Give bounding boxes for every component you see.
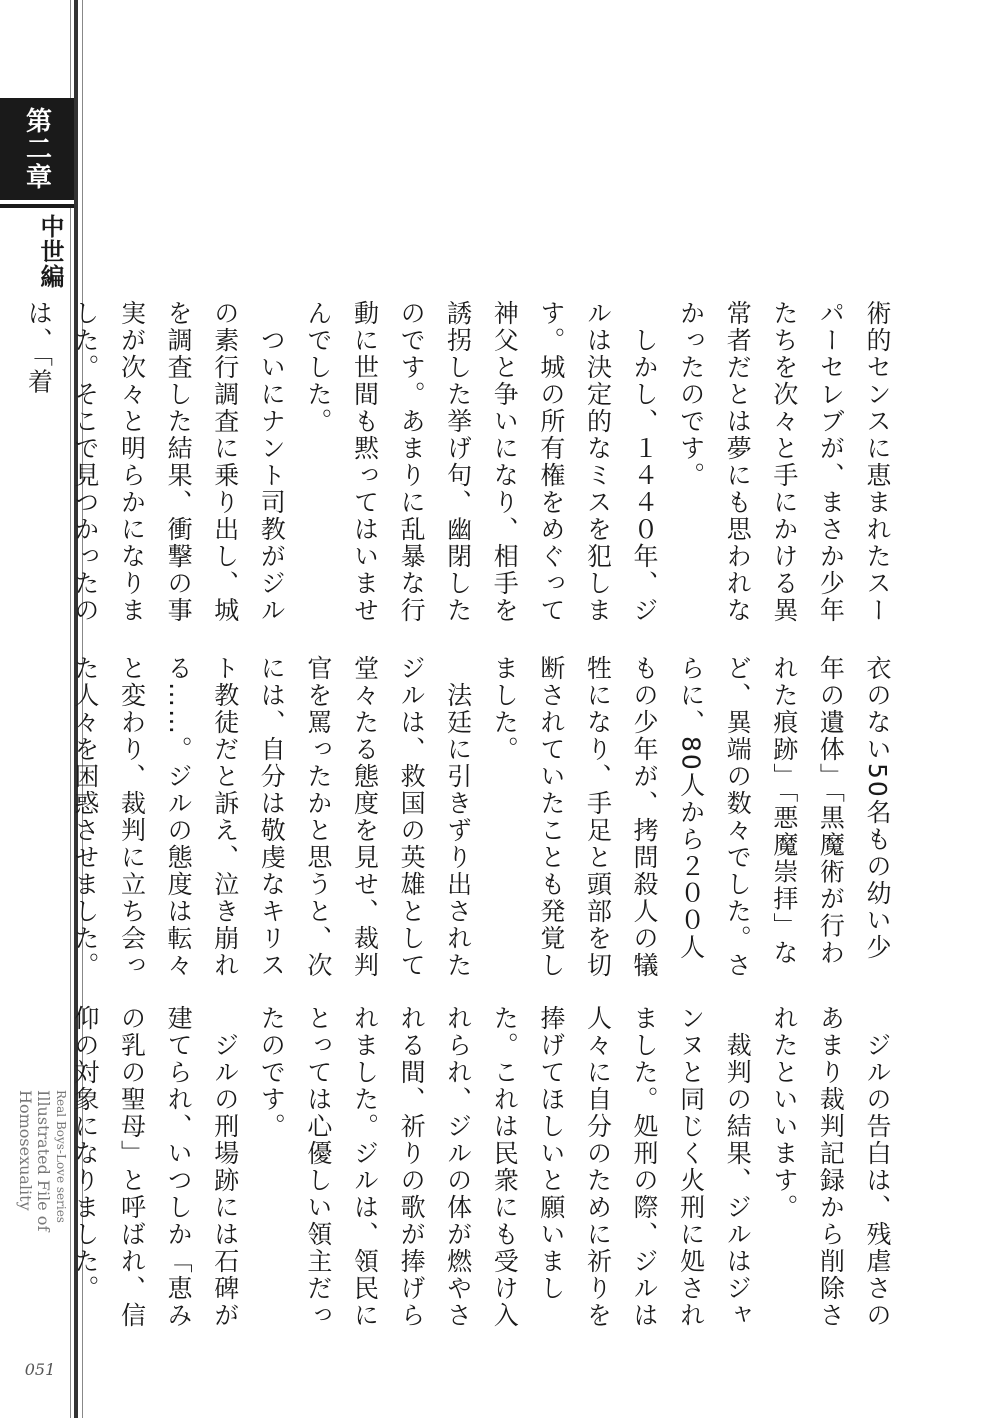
paragraph: 裁判の結果、ジルはジャンヌと同じく火刑に処されました。処刑の際、ジルは人々に自分のために祈りを捧げてほしいと願いました。これは民衆にも受け入れられ、ジルの体が燃やされる間、祈りの歌が捧げられました。ジルは、領民にとっては心優しい領主だったのです。 bbox=[257, 1005, 753, 1329]
paragraph: ジルの告白は、残虐さのあまり裁判記録から削除されたといいます。 bbox=[769, 1005, 892, 1329]
text-block-1 bbox=[24, 300, 900, 630]
text-block-3 bbox=[70, 1005, 900, 1335]
series-line-1: Real Boys-Love series bbox=[54, 1090, 68, 1223]
chapter-underline bbox=[0, 204, 74, 206]
series-line-2: Illustrated File of Homosexuality bbox=[16, 1090, 53, 1232]
page-number: 051 bbox=[24, 1360, 56, 1379]
paragraph: ジルの刑場跡には石碑が建てられ、いつしか「恵みの乳の聖母」と呼ばれ、信仰の対象になりました。 bbox=[70, 1005, 240, 1329]
paragraph: 術的センスに恵まれたスーパーセレブが、まさか少年たちを次々と手にかける異常者だとは夢にも思われなかったのです。 bbox=[676, 300, 892, 624]
paragraph: 衣のない50名もの幼い少年の遺体」「黒魔術が行われた痕跡」「悪魔崇拝」など、異端の数々でした。さらに、80人から２００人もの少年が、拷問殺人の犠牲になり、手足と頭部を切断されていたことも発覚しました。 bbox=[490, 655, 892, 979]
paragraph: ついにナント司教がジルの素行調査に乗り出し、城を調査した結果、衝撃の事実が次々と明らかになりました。そこで見つかったのは、「着 bbox=[24, 300, 287, 624]
chapter-tab: 第二章 bbox=[0, 98, 74, 204]
text-block-2 bbox=[70, 655, 900, 985]
paragraph: しかし、１４４０年、ジルは決定的なミスを犯します。城の所有権をめぐって神父と争いになり、相手を誘拐した挙げ句、幽閉したのです。あまりに乱暴な行動に世間も黙ってはいませんでした。 bbox=[303, 300, 660, 624]
paragraph: 法廷に引きずり出されたジルは、救国の英雄として堂々たる態度を見せ、裁判官を罵ったかと思うと、次には、自分は敬虔なキリスト教徒だと訴え、泣き崩れる……。ジルの態度は転々と変わり、裁判に立ち会った人々を困惑させました。 bbox=[70, 655, 473, 979]
section-label: 中世編 bbox=[36, 214, 64, 289]
